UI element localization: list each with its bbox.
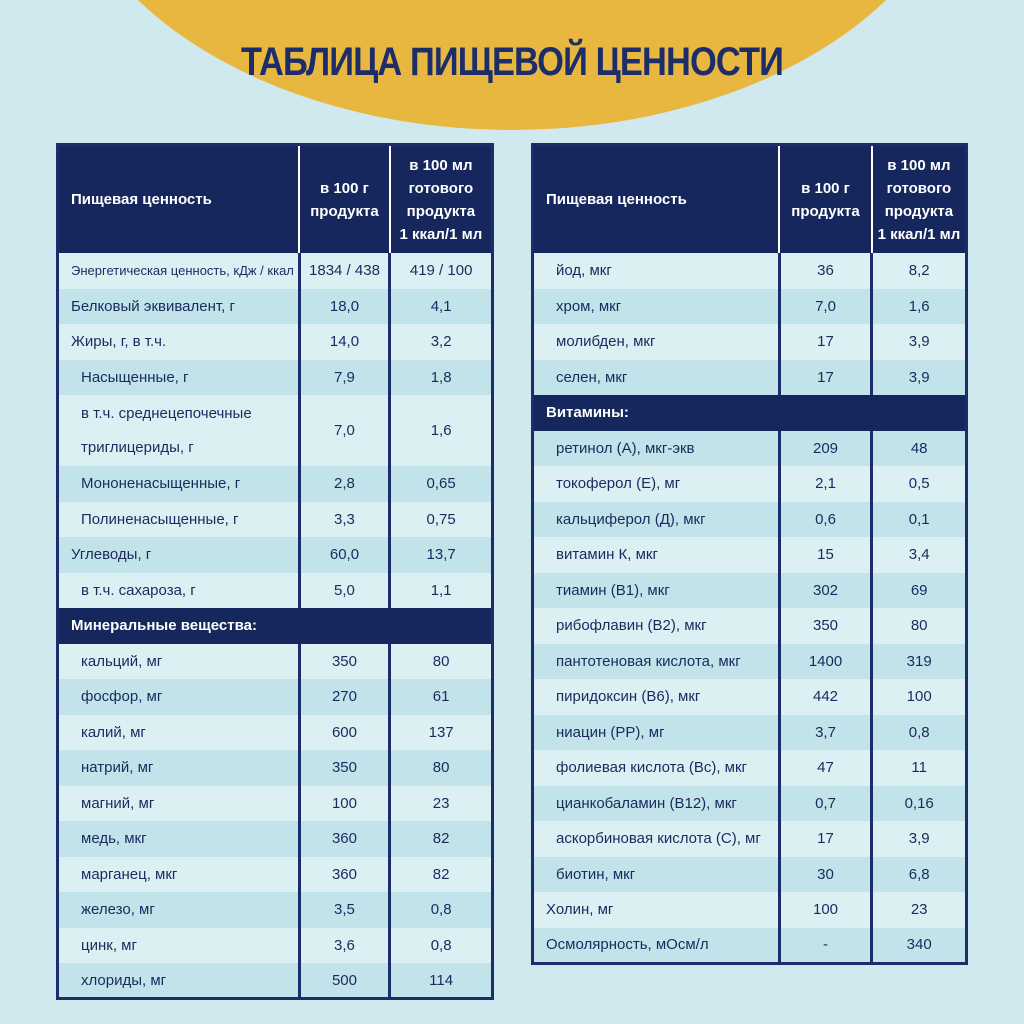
- row-label: биотин, мкг: [533, 857, 780, 893]
- row-label: Энергетическая ценность, кДж / ккал: [58, 253, 300, 289]
- value-per-100g: 47: [779, 750, 872, 786]
- table-row: [533, 821, 967, 857]
- value-per-100g: 30: [779, 857, 872, 893]
- table-row: [58, 679, 493, 715]
- table-row: [58, 715, 493, 751]
- header-per-100g-line1: в 100 г: [320, 179, 369, 197]
- section-header-vitamins: [533, 395, 967, 431]
- value-per-100ml: 61: [390, 679, 493, 715]
- value-per-100ml: 80: [390, 644, 493, 680]
- value-per-100ml: 3,4: [872, 537, 967, 573]
- table-row: [58, 537, 493, 573]
- value-per-100ml: 1,6: [390, 395, 493, 466]
- row-label: натрий, мг: [58, 750, 300, 786]
- row-label: фолиевая кислота (Вс), мкг: [533, 750, 780, 786]
- table-row: [58, 963, 493, 999]
- value-per-100g: 18,0: [299, 289, 390, 325]
- table-row: [533, 360, 967, 396]
- table-row: [58, 289, 493, 325]
- header-per-100ml: [872, 145, 967, 254]
- row-label: кальций, мг: [58, 644, 300, 680]
- value-per-100ml: 319: [872, 644, 967, 680]
- section-header-minerals: [58, 608, 493, 644]
- row-label: рибофлавин (В2), мкг: [533, 608, 780, 644]
- row-label-line1: в т.ч. среднецепочечные: [81, 404, 252, 422]
- header-per-100ml-line1: в 100 мл: [887, 156, 951, 174]
- value-per-100ml: 6,8: [872, 857, 967, 893]
- row-label: в т.ч. сахароза, г: [58, 573, 300, 609]
- row-label: Насыщенные, г: [58, 360, 300, 396]
- row-label: [58, 395, 300, 466]
- table-row: [58, 892, 493, 928]
- table-header: [533, 145, 967, 254]
- header-per-100ml-line3: продукта: [406, 202, 476, 220]
- section-title: Витамины:: [533, 395, 967, 431]
- row-label-line2: триглицериды, г: [81, 438, 194, 456]
- value-per-100ml: 23: [872, 892, 967, 928]
- table-row: [58, 466, 493, 502]
- row-label: ниацин (РР), мг: [533, 715, 780, 751]
- value-per-100ml: 3,9: [872, 821, 967, 857]
- table-row: [533, 573, 967, 609]
- value-per-100g: 5,0: [299, 573, 390, 609]
- table-row: [533, 715, 967, 751]
- value-per-100g: 2,1: [779, 466, 872, 502]
- value-per-100ml: 80: [872, 608, 967, 644]
- header-per-100ml-line4: 1 ккал/1 мл: [877, 225, 961, 243]
- value-per-100g: 270: [299, 679, 390, 715]
- row-label: ретинол (А), мкг-экв: [533, 431, 780, 467]
- value-per-100g: 17: [779, 324, 872, 360]
- value-per-100g: 3,7: [779, 715, 872, 751]
- table-row: [533, 928, 967, 964]
- nutrition-table-right: [531, 143, 968, 965]
- value-per-100g: 1834 / 438: [299, 253, 390, 289]
- table-row: [533, 289, 967, 325]
- value-per-100ml: 82: [390, 857, 493, 893]
- value-per-100g: 209: [779, 431, 872, 467]
- table-row: [58, 395, 493, 466]
- row-label: Осмолярность, мОсм/л: [533, 928, 780, 964]
- table-row: [58, 928, 493, 964]
- row-label: селен, мкг: [533, 360, 780, 396]
- header-per-100ml-line3: продукта: [884, 202, 954, 220]
- value-per-100g: 100: [299, 786, 390, 822]
- value-per-100g: 442: [779, 679, 872, 715]
- header-per-100g-line2: продукта: [791, 202, 860, 220]
- table-row: [58, 502, 493, 538]
- row-label: магний, мг: [58, 786, 300, 822]
- table-row: [533, 431, 967, 467]
- table-row: [58, 324, 493, 360]
- value-per-100g: 7,0: [299, 395, 390, 466]
- table-row: [533, 750, 967, 786]
- row-label: цинк, мг: [58, 928, 300, 964]
- row-label: Мононенасыщенные, г: [58, 466, 300, 502]
- table-row: [58, 821, 493, 857]
- value-per-100ml: 0,8: [872, 715, 967, 751]
- value-per-100ml: 114: [390, 963, 493, 999]
- value-per-100g: 3,3: [299, 502, 390, 538]
- value-per-100g: 350: [299, 750, 390, 786]
- value-per-100ml: 0,16: [872, 786, 967, 822]
- value-per-100ml: 11: [872, 750, 967, 786]
- table-row: [58, 360, 493, 396]
- value-per-100ml: 8,2: [872, 253, 967, 289]
- value-per-100g: -: [779, 928, 872, 964]
- row-label: фосфор, мг: [58, 679, 300, 715]
- table-row: [533, 466, 967, 502]
- header-per-100ml-line2: готового: [886, 179, 952, 197]
- value-per-100ml: 23: [390, 786, 493, 822]
- row-label: пантотеновая кислота, мкг: [533, 644, 780, 680]
- value-per-100ml: 69: [872, 573, 967, 609]
- value-per-100ml: 80: [390, 750, 493, 786]
- value-per-100ml: 1,8: [390, 360, 493, 396]
- value-per-100g: 350: [779, 608, 872, 644]
- value-per-100ml: 0,5: [872, 466, 967, 502]
- page-title: ТАБЛИЦА ПИЩЕВОЙ ЦЕННОСТИ: [240, 40, 784, 84]
- value-per-100ml: 3,9: [872, 360, 967, 396]
- row-label: Белковый эквивалент, г: [58, 289, 300, 325]
- row-label: аскорбиновая кислота (С), мг: [533, 821, 780, 857]
- header-per-100ml-line2: готового: [408, 179, 474, 197]
- value-per-100ml: 4,1: [390, 289, 493, 325]
- value-per-100g: 0,6: [779, 502, 872, 538]
- row-label: молибден, мкг: [533, 324, 780, 360]
- header-name: Пищевая ценность: [58, 145, 300, 254]
- value-per-100ml: 13,7: [390, 537, 493, 573]
- value-per-100ml: 100: [872, 679, 967, 715]
- table-row: [533, 786, 967, 822]
- value-per-100ml: 0,8: [390, 928, 493, 964]
- value-per-100ml: 82: [390, 821, 493, 857]
- row-label: йод, мкг: [533, 253, 780, 289]
- value-per-100ml: 0,75: [390, 502, 493, 538]
- row-label: Жиры, г, в т.ч.: [58, 324, 300, 360]
- value-per-100ml: 0,1: [872, 502, 967, 538]
- value-per-100g: 60,0: [299, 537, 390, 573]
- value-per-100ml: 48: [872, 431, 967, 467]
- value-per-100g: 500: [299, 963, 390, 999]
- header-per-100g-line2: продукта: [310, 202, 379, 220]
- table-header: [58, 145, 493, 254]
- row-label: Полиненасыщенные, г: [58, 502, 300, 538]
- value-per-100g: 302: [779, 573, 872, 609]
- value-per-100ml: 0,8: [390, 892, 493, 928]
- header-per-100ml-line4: 1 ккал/1 мл: [399, 225, 483, 243]
- nutrition-table-left: [56, 143, 494, 1000]
- header-per-100g: [779, 145, 872, 254]
- value-per-100g: 350: [299, 644, 390, 680]
- value-per-100g: 17: [779, 360, 872, 396]
- table-row: [533, 502, 967, 538]
- table-row: [533, 253, 967, 289]
- header-per-100g: [299, 145, 390, 254]
- row-label: медь, мкг: [58, 821, 300, 857]
- value-per-100g: 15: [779, 537, 872, 573]
- header-per-100g-line1: в 100 г: [801, 179, 850, 197]
- value-per-100ml: 340: [872, 928, 967, 964]
- value-per-100ml: 0,65: [390, 466, 493, 502]
- value-per-100g: 360: [299, 857, 390, 893]
- value-per-100g: 0,7: [779, 786, 872, 822]
- table-row: [58, 750, 493, 786]
- table-row: [533, 892, 967, 928]
- value-per-100g: 17: [779, 821, 872, 857]
- value-per-100ml: 419 / 100: [390, 253, 493, 289]
- value-per-100g: 14,0: [299, 324, 390, 360]
- section-title: Минеральные вещества:: [58, 608, 493, 644]
- row-label: марганец, мкг: [58, 857, 300, 893]
- table-row: [58, 573, 493, 609]
- table-row: [533, 644, 967, 680]
- row-label: калий, мг: [58, 715, 300, 751]
- value-per-100ml: 3,9: [872, 324, 967, 360]
- row-label: хром, мкг: [533, 289, 780, 325]
- value-per-100ml: 1,1: [390, 573, 493, 609]
- header-name: Пищевая ценность: [533, 145, 780, 254]
- value-per-100g: 2,8: [299, 466, 390, 502]
- table-row: [533, 324, 967, 360]
- row-label: Холин, мг: [533, 892, 780, 928]
- value-per-100ml: 3,2: [390, 324, 493, 360]
- table-row: [58, 786, 493, 822]
- table-row: [533, 537, 967, 573]
- value-per-100g: 100: [779, 892, 872, 928]
- value-per-100g: 7,0: [779, 289, 872, 325]
- value-per-100g: 36: [779, 253, 872, 289]
- value-per-100g: 3,5: [299, 892, 390, 928]
- row-label: хлориды, мг: [58, 963, 300, 999]
- row-label: Углеводы, г: [58, 537, 300, 573]
- value-per-100ml: 137: [390, 715, 493, 751]
- row-label: железо, мг: [58, 892, 300, 928]
- row-label: токоферол (Е), мг: [533, 466, 780, 502]
- value-per-100g: 7,9: [299, 360, 390, 396]
- table-row: [533, 679, 967, 715]
- row-label: витамин К, мкг: [533, 537, 780, 573]
- row-label: пиридоксин (В6), мкг: [533, 679, 780, 715]
- table-row: [58, 857, 493, 893]
- header-per-100ml: [390, 145, 493, 254]
- value-per-100g: 360: [299, 821, 390, 857]
- value-per-100ml: 1,6: [872, 289, 967, 325]
- table-row: [533, 857, 967, 893]
- row-label: цианкобаламин (В12), мкг: [533, 786, 780, 822]
- value-per-100g: 1400: [779, 644, 872, 680]
- value-per-100g: 600: [299, 715, 390, 751]
- value-per-100g: 3,6: [299, 928, 390, 964]
- row-label: кальциферол (Д), мкг: [533, 502, 780, 538]
- table-row: [58, 644, 493, 680]
- table-row: [533, 608, 967, 644]
- header-per-100ml-line1: в 100 мл: [409, 156, 473, 174]
- table-row: [58, 253, 493, 289]
- row-label: тиамин (В1), мкг: [533, 573, 780, 609]
